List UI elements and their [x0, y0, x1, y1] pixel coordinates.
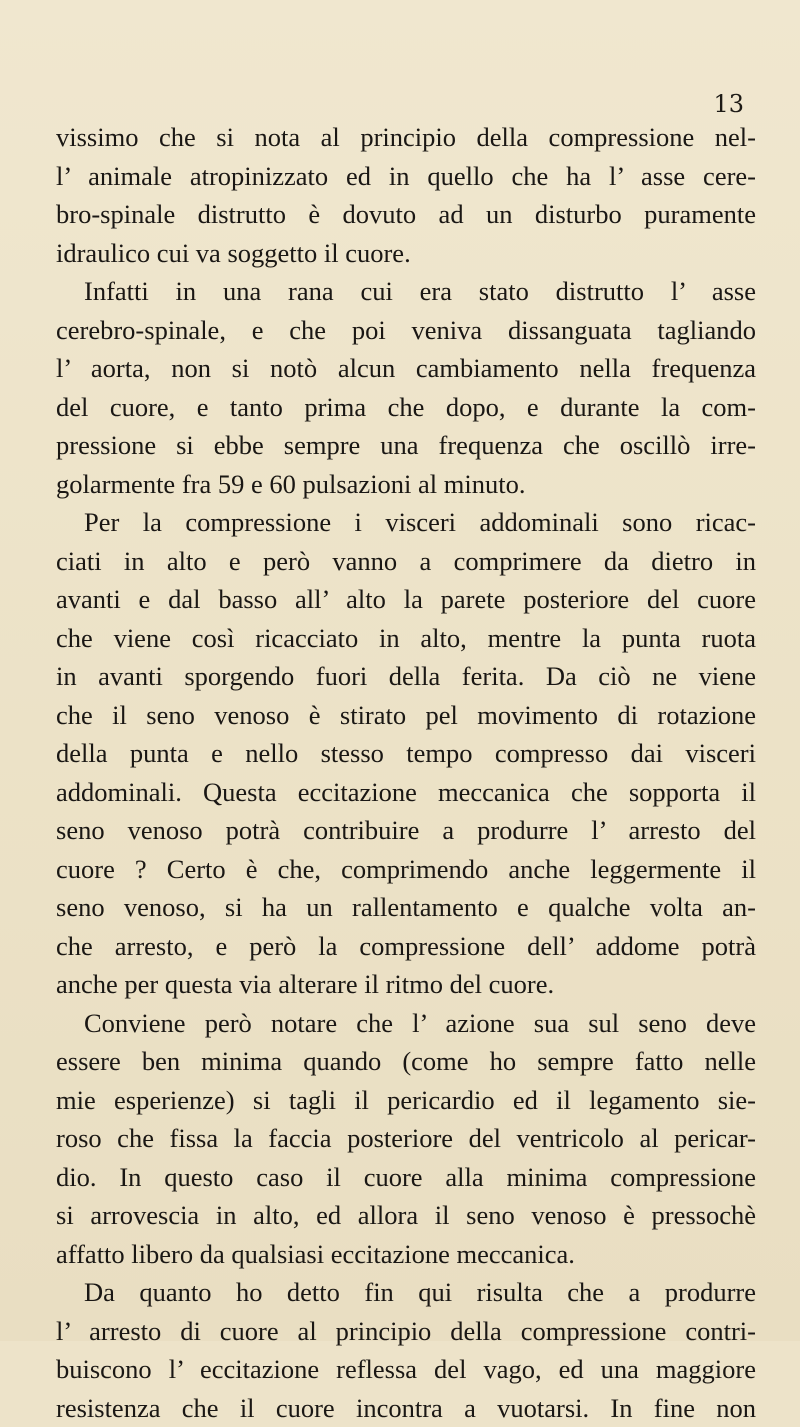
- text-line: essere ben minima quando (come ho sempre fatto nelle: [56, 1042, 756, 1081]
- page-number: 13: [713, 92, 744, 116]
- text-line: ciati in alto e però vanno a comprimere da dietro in: [56, 542, 756, 581]
- text-line: che arresto, e però la compressione dell’ addome potrà: [56, 927, 756, 966]
- body-text: [56, 118, 756, 1427]
- text-line: Da quanto ho detto fin qui risulta che a produrre: [56, 1273, 756, 1312]
- text-line: in avanti sporgendo fuori della ferita. Da ciò ne viene: [56, 657, 756, 696]
- text-line: golarmente fra 59 e 60 pulsazioni al minuto.: [56, 465, 756, 504]
- text-line: anche per questa via alterare il ritmo del cuore.: [56, 965, 756, 1004]
- text-line: che il seno venoso è stirato pel movimento di rotazione: [56, 696, 756, 735]
- text-line: resistenza che il cuore incontra a vuotarsi. In fine non: [56, 1389, 756, 1427]
- text-line: seno venoso, si ha un rallentamento e qualche volta an-: [56, 888, 756, 927]
- text-line: Conviene però notare che l’ azione sua sul seno deve: [56, 1004, 756, 1043]
- text-line: cerebro-spinale, e che poi veniva dissanguata tagliando: [56, 311, 756, 350]
- text-line: della punta e nello stesso tempo compresso dai visceri: [56, 734, 756, 773]
- text-line: Per la compressione i visceri addominali sono ricac-: [56, 503, 756, 542]
- text-line: pressione si ebbe sempre una frequenza che oscillò irre-: [56, 426, 756, 465]
- text-line: idraulico cui va soggetto il cuore.: [56, 234, 756, 273]
- text-line: affatto libero da qualsiasi eccitazione meccanica.: [56, 1235, 756, 1274]
- text-line: del cuore, e tanto prima che dopo, e durante la com-: [56, 388, 756, 427]
- text-line: dio. In questo caso il cuore alla minima compressione: [56, 1158, 756, 1197]
- text-line: l’ arresto di cuore al principio della compressione contri-: [56, 1312, 756, 1351]
- text-line: addominali. Questa eccitazione meccanica che sopporta il: [56, 773, 756, 812]
- text-line: bro-spinale distrutto è dovuto ad un disturbo puramente: [56, 195, 756, 234]
- text-line: mie esperienze) si tagli il pericardio ed il legamento sie-: [56, 1081, 756, 1120]
- text-line: avanti e dal basso all’ alto la parete posteriore del cuore: [56, 580, 756, 619]
- text-line: si arrovescia in alto, ed allora il seno venoso è pressochè: [56, 1196, 756, 1235]
- text-line: vissimo che si nota al principio della compressione nel-: [56, 118, 756, 157]
- text-line: l’ animale atropinizzato ed in quello che ha l’ asse cere-: [56, 157, 756, 196]
- text-line: buiscono l’ eccitazione reflessa del vago, ed una maggiore: [56, 1350, 756, 1389]
- text-line: seno venoso potrà contribuire a produrre l’ arresto del: [56, 811, 756, 850]
- text-line: Infatti in una rana cui era stato distrutto l’ asse: [56, 272, 756, 311]
- text-line: l’ aorta, non si notò alcun cambiamento nella frequenza: [56, 349, 756, 388]
- text-line: che viene così ricacciato in alto, mentre la punta ruota: [56, 619, 756, 658]
- text-line: cuore ? Certo è che, comprimendo anche leggermente il: [56, 850, 756, 889]
- text-line: roso che fissa la faccia posteriore del ventricolo al pericar-: [56, 1119, 756, 1158]
